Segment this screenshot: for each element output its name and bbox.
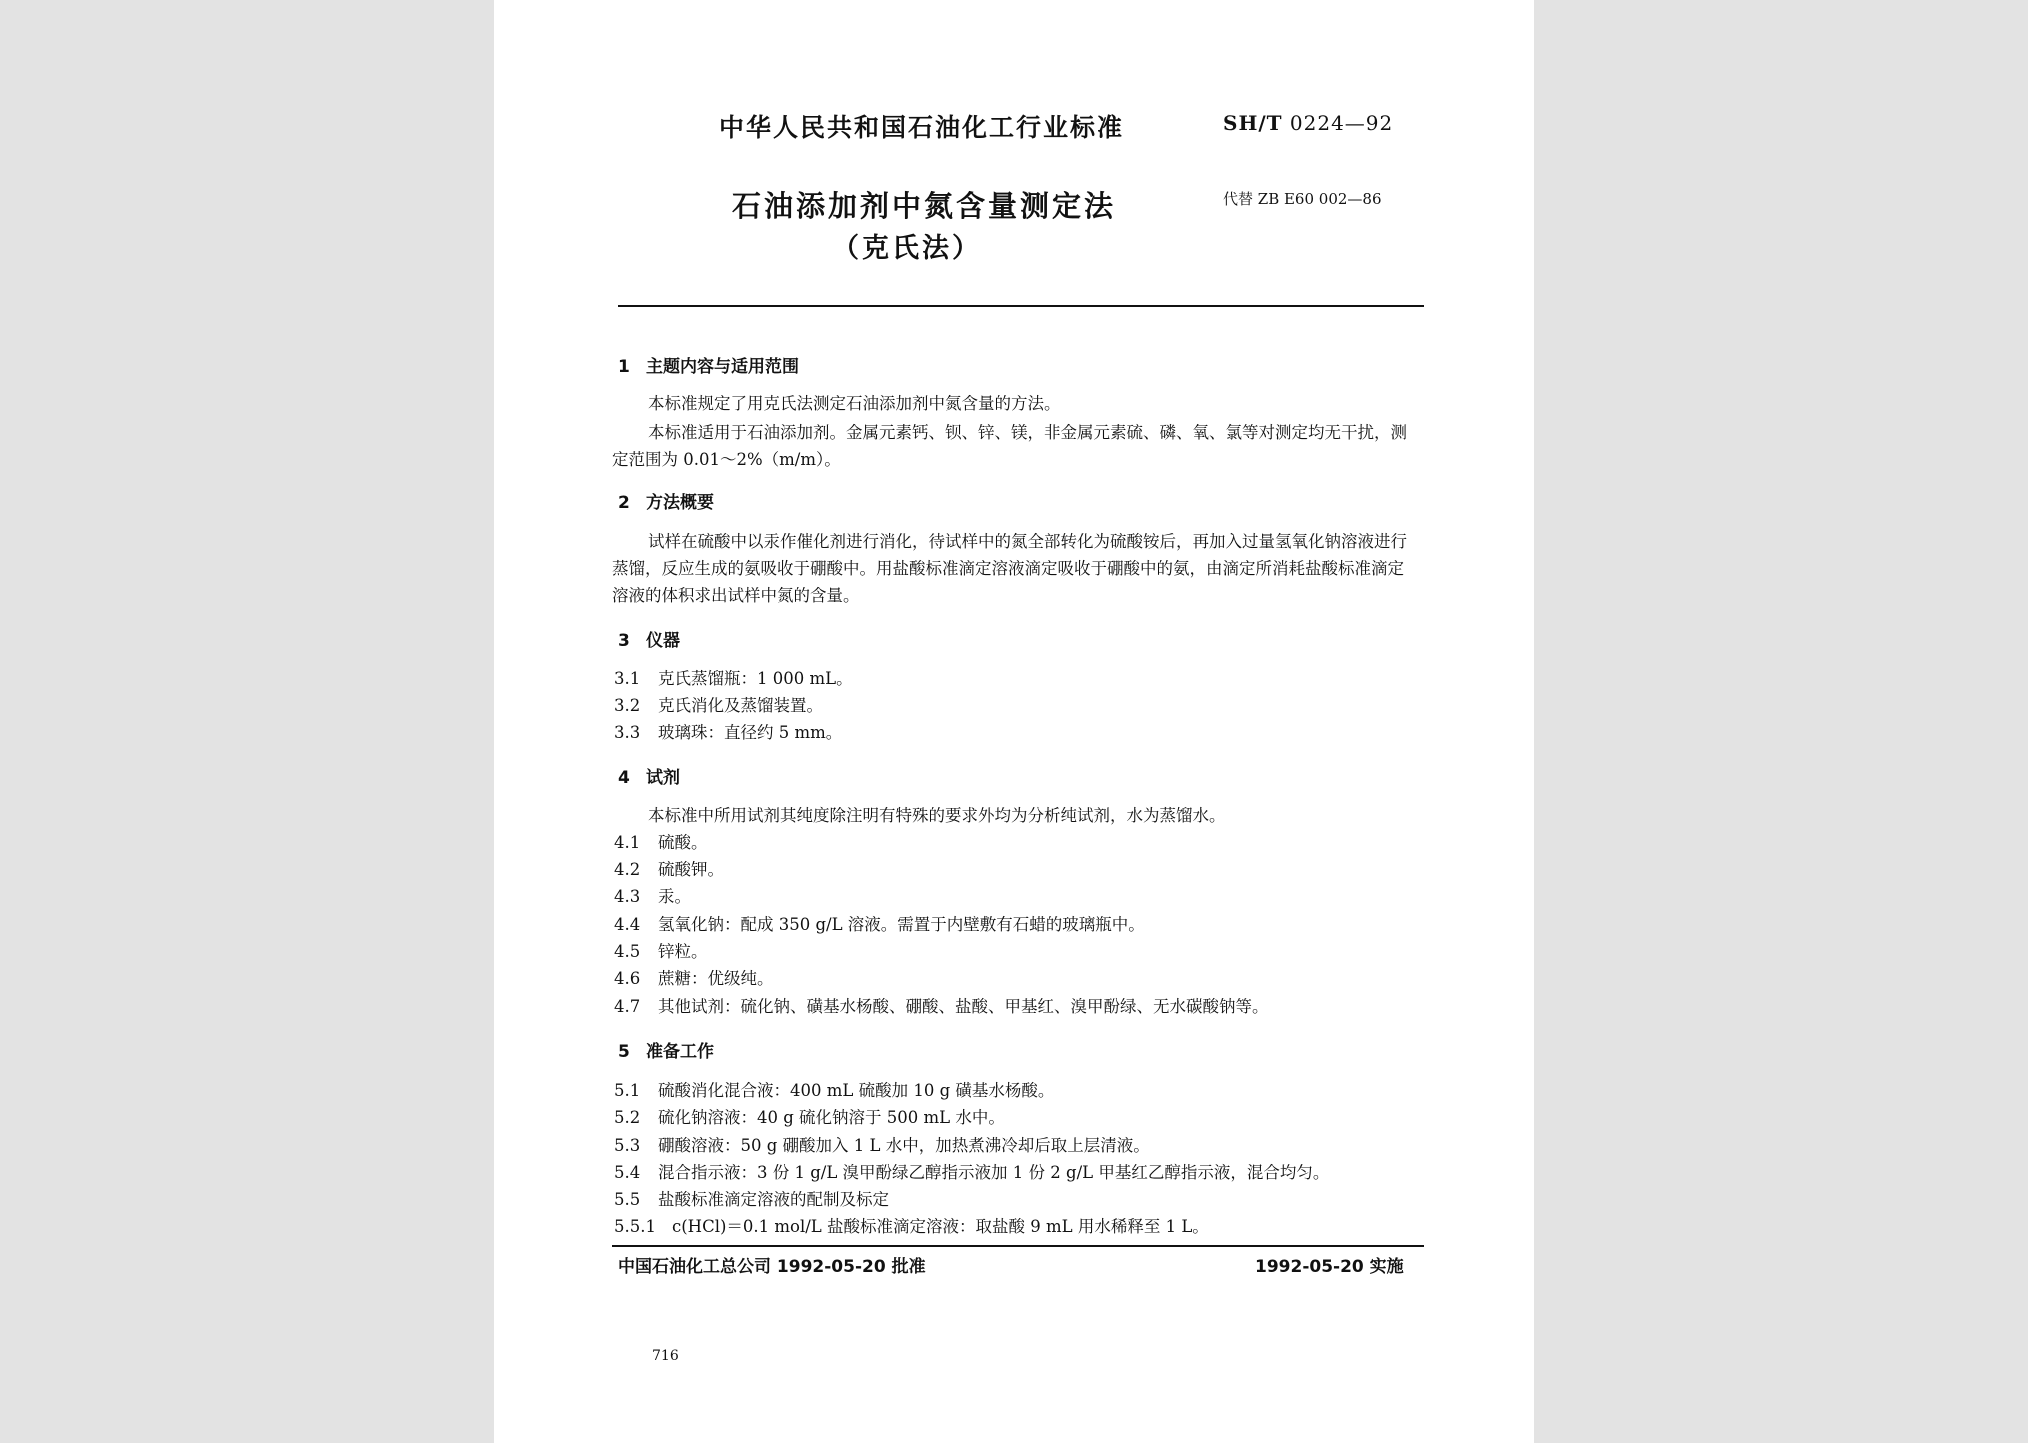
item-text: 蔗糖：优级纯。 [658, 969, 774, 988]
list-item [614, 1104, 1005, 1131]
section-5-heading [618, 1037, 714, 1062]
footer-divider [612, 1245, 1424, 1247]
list-item [614, 938, 708, 965]
item-number: 4.3 [614, 887, 641, 906]
document-title: 石油添加剂中氮含量测定法 [732, 189, 1117, 223]
replaces-note: 代替 ZB E60 002—86 [1223, 190, 1382, 208]
section-number: 1 [618, 357, 630, 377]
section-title: 准备工作 [646, 1042, 714, 1062]
item-number: 3.1 [614, 669, 641, 688]
list-item [614, 1186, 889, 1213]
item-number: 4.5 [614, 942, 641, 961]
item-number: 4.1 [614, 833, 641, 852]
list-item [614, 665, 853, 692]
item-text: 混合指示液：3 份 1 g/L 溴甲酚绿乙醇指示液加 1 份 2 g/L 甲基红乙醇指示液，混合均匀。 [658, 1163, 1330, 1182]
list-item [614, 829, 708, 856]
standard-code-prefix: SH/T [1223, 111, 1283, 135]
section-4-heading [618, 763, 680, 788]
standard-org-title: 中华人民共和国石油化工行业标准 [719, 113, 1125, 142]
item-number: 5.5.1 [614, 1217, 656, 1236]
section-title: 仪器 [646, 631, 680, 651]
list-item [614, 993, 1269, 1020]
section-1-paragraph-2: 本标准适用于石油添加剂。金属元素钙、钡、锌、镁，非金属元素硫、磷、氧、氯等对测定均无干扰，测定范围为 0.01～2%（m/m）。 [612, 423, 1407, 469]
list-item [614, 856, 724, 883]
list-item [614, 692, 823, 719]
section-title: 试剂 [646, 768, 680, 788]
item-number: 5.2 [614, 1108, 641, 1127]
document-subtitle: （克氏法） [832, 233, 982, 264]
item-text: 盐酸标准滴定溶液的配制及标定 [658, 1190, 889, 1209]
item-text: 硫酸钾。 [658, 860, 724, 879]
list-item [614, 911, 1145, 938]
section-3-heading [618, 626, 680, 651]
item-text: 玻璃珠：直径约 5 mm。 [658, 723, 843, 742]
item-text: 硫化钠溶液：40 g 硫化钠溶于 500 mL 水中。 [658, 1108, 1005, 1127]
standard-code [1223, 111, 1393, 135]
item-text: 汞。 [658, 887, 691, 906]
item-text: 克氏蒸馏瓶：1 000 mL。 [658, 669, 853, 688]
item-number: 5.4 [614, 1163, 641, 1182]
item-number: 3.3 [614, 723, 641, 742]
header-divider [618, 305, 1424, 307]
list-item [614, 1213, 1209, 1240]
item-number: 5.1 [614, 1081, 641, 1100]
list-item [614, 1077, 1054, 1104]
document-page [494, 0, 1534, 1443]
page-number: 716 [652, 1348, 679, 1364]
approval-note: 中国石油化工总公司 1992-05-20 批准 [618, 1257, 926, 1277]
item-number: 4.7 [614, 997, 641, 1016]
item-text: 克氏消化及蒸馏装置。 [658, 696, 823, 715]
item-text: c(HCl)＝0.1 mol/L 盐酸标准滴定溶液：取盐酸 9 mL 用水稀释至 1 L。 [672, 1217, 1209, 1236]
section-2-paragraph-1: 试样在硫酸中以汞作催化剂进行消化，待试样中的氮全部转化为硫酸铵后，再加入过量氢氧化钠溶液进行蒸馏，反应生成的氨吸收于硼酸中。用盐酸标准滴定溶液滴定吸收于硼酸中的氨，由滴定所消耗盐酸标准滴定溶液的体积求出试样中氮的含量。 [612, 532, 1407, 605]
list-item [614, 1132, 1150, 1159]
item-text: 硫酸。 [658, 833, 708, 852]
item-number: 4.6 [614, 969, 641, 988]
list-item [614, 719, 842, 746]
item-number: 4.2 [614, 860, 641, 879]
item-text: 其他试剂：硫化钠、磺基水杨酸、硼酸、盐酸、甲基红、溴甲酚绿、无水碳酸钠等。 [658, 997, 1269, 1016]
item-number: 3.2 [614, 696, 641, 715]
effective-date: 1992-05-20 实施 [1255, 1257, 1404, 1277]
item-text: 硼酸溶液：50 g 硼酸加入 1 L 水中，加热煮沸冷却后取上层清液。 [658, 1136, 1150, 1155]
item-number: 4.4 [614, 915, 641, 934]
item-text: 硫酸消化混合液：400 mL 硫酸加 10 g 磺基水杨酸。 [658, 1081, 1055, 1100]
item-number: 5.3 [614, 1136, 641, 1155]
item-text: 锌粒。 [658, 942, 708, 961]
section-1-heading [618, 352, 799, 377]
item-number: 5.5 [614, 1190, 641, 1209]
section-4-paragraph-1: 本标准中所用试剂其纯度除注明有特殊的要求外均为分析纯试剂，水为蒸馏水。 [648, 806, 1226, 825]
section-title: 主题内容与适用范围 [646, 357, 799, 377]
section-number: 4 [618, 768, 630, 788]
list-item [614, 883, 691, 910]
section-number: 5 [618, 1042, 630, 1062]
section-2-heading [618, 488, 714, 513]
item-text: 氢氧化钠：配成 350 g/L 溶液。需置于内壁敷有石蜡的玻璃瓶中。 [658, 915, 1145, 934]
standard-code-number: 0224—92 [1289, 111, 1394, 135]
section-number: 2 [618, 493, 630, 513]
section-1-paragraph-1: 本标准规定了用克氏法测定石油添加剂中氮含量的方法。 [648, 394, 1061, 413]
list-item [614, 965, 774, 992]
section-title: 方法概要 [646, 493, 714, 513]
list-item [614, 1159, 1329, 1186]
section-number: 3 [618, 631, 630, 651]
